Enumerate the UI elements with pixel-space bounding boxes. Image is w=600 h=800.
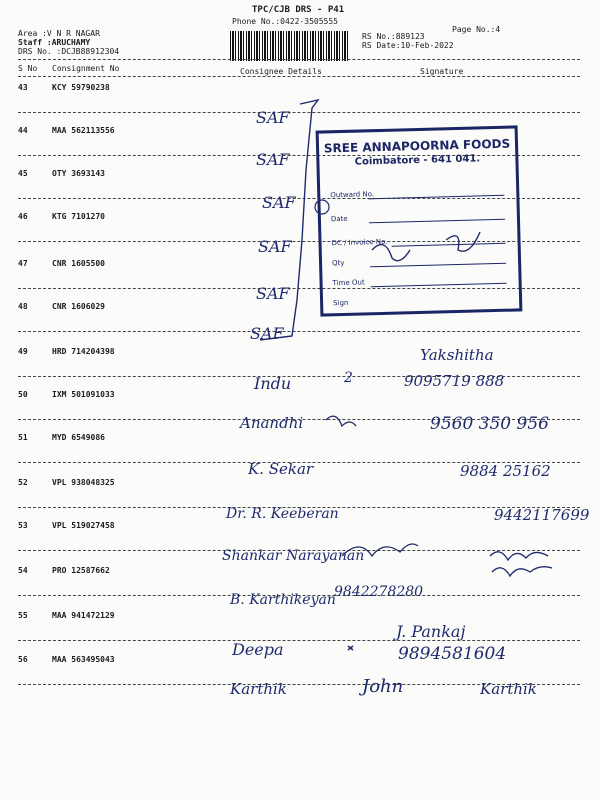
consignment-number: OTY 3693143 bbox=[52, 169, 105, 178]
row-number: 50 bbox=[18, 390, 28, 399]
page-number: Page No.:4 bbox=[452, 25, 501, 34]
row-number: 44 bbox=[18, 126, 28, 135]
stamp-company-name: SREE ANNAPOORNA FOODS bbox=[323, 136, 511, 156]
column-signature: Signature bbox=[420, 67, 464, 76]
consignment-number: MAA 941472129 bbox=[52, 611, 115, 620]
column-s-no: S No bbox=[18, 64, 38, 73]
handwritten-phone: 9560 350 956 bbox=[430, 414, 549, 434]
rs-number: RS No.:889123 bbox=[362, 32, 425, 41]
handwritten-phone: 9442117699 bbox=[494, 506, 590, 524]
consignment-number: MAA 563495043 bbox=[52, 655, 115, 664]
handwritten-saf: SAF bbox=[250, 324, 284, 343]
handwritten-phone: 9884 25162 bbox=[460, 462, 551, 480]
handwritten-consignee: K. Sekar bbox=[248, 460, 314, 478]
handwritten-saf: SAF bbox=[256, 108, 290, 127]
phone-number: Phone No.:0422-3505555 bbox=[232, 17, 338, 26]
handwritten-consignee: B. Karthikeyan bbox=[230, 592, 336, 608]
consignment-number: CNR 1606029 bbox=[52, 302, 105, 311]
row-number: 46 bbox=[18, 212, 28, 221]
consignment-number: HRD 714204398 bbox=[52, 347, 115, 356]
handwritten-phone: 9894581604 bbox=[398, 644, 507, 664]
row-number: 43 bbox=[18, 83, 28, 92]
row-number: 55 bbox=[18, 611, 28, 620]
row-number: 49 bbox=[18, 347, 28, 356]
handwritten-consignee: Deepa bbox=[232, 640, 284, 659]
column-consignee-details: Consignee Details bbox=[240, 67, 322, 76]
handwritten-signature: Yakshitha bbox=[420, 346, 494, 364]
handwritten-consignee: Shankar Narayanan bbox=[222, 548, 365, 564]
document-title: TPC/CJB DRS - P41 bbox=[252, 5, 345, 15]
handwritten-phone: 9095719 888 bbox=[404, 372, 505, 390]
stamp-field: Qty bbox=[331, 258, 345, 268]
drs-number: DRS No. :DCJB88912304 bbox=[18, 47, 120, 56]
row-number: 51 bbox=[18, 433, 28, 442]
handwritten-consignee: Indu bbox=[254, 374, 292, 393]
handwritten-consignee: Anandhi bbox=[240, 414, 304, 432]
row-number: 54 bbox=[18, 566, 28, 575]
handwritten-consignee: Karthik bbox=[230, 680, 287, 698]
handwritten-signature: John bbox=[362, 676, 404, 697]
handwritten-saf: SAF bbox=[262, 193, 296, 212]
area: Area :V N R NAGAR bbox=[18, 29, 100, 38]
consignment-number: VPL 938048325 bbox=[52, 478, 115, 487]
handwritten-signature: Karthik bbox=[480, 680, 537, 698]
handwritten-saf: SAF bbox=[258, 237, 292, 256]
handwritten-signature: J. Pankaj bbox=[396, 622, 466, 641]
row-number: 48 bbox=[18, 302, 28, 311]
stamp-field: Time Out bbox=[332, 278, 365, 288]
consignment-number: IXM 501091033 bbox=[52, 390, 115, 399]
stamp-field: DC / Invoice No. bbox=[331, 237, 388, 248]
consignment-number: MAA 562113556 bbox=[52, 126, 115, 135]
row-number: 53 bbox=[18, 521, 28, 530]
handwritten-saf: SAF bbox=[256, 150, 290, 169]
consignment-number: KCY 59790238 bbox=[52, 83, 110, 92]
consignment-number: KTG 7101270 bbox=[52, 212, 105, 221]
staff: Staff :ARUCHAMY bbox=[18, 38, 91, 47]
rs-date: RS Date:10-Feb-2022 bbox=[362, 41, 454, 50]
handwritten-consignee: Dr. R. Keeberan bbox=[226, 506, 339, 522]
stamp-field: Sign bbox=[333, 298, 349, 308]
row-number: 45 bbox=[18, 169, 28, 178]
row-number: 47 bbox=[18, 259, 28, 268]
consignment-number: CNR 1605500 bbox=[52, 259, 105, 268]
stamp-field: Date bbox=[330, 214, 348, 224]
stamp-city: Coimbatore - 641 041. bbox=[354, 153, 481, 168]
row-number: 56 bbox=[18, 655, 28, 664]
consignment-number: MYD 6549086 bbox=[52, 433, 105, 442]
consignment-number: VPL 519027458 bbox=[52, 521, 115, 530]
handwritten-note: 2 bbox=[344, 370, 353, 386]
row-number: 52 bbox=[18, 478, 28, 487]
column-consignment-no: Consignment No bbox=[52, 64, 120, 73]
consignment-number: PRO 12587662 bbox=[52, 566, 110, 575]
stamp-field: Outward No. bbox=[330, 190, 375, 200]
handwritten-phone: 9842278280 bbox=[334, 584, 424, 600]
handwritten-saf: SAF bbox=[256, 284, 290, 303]
